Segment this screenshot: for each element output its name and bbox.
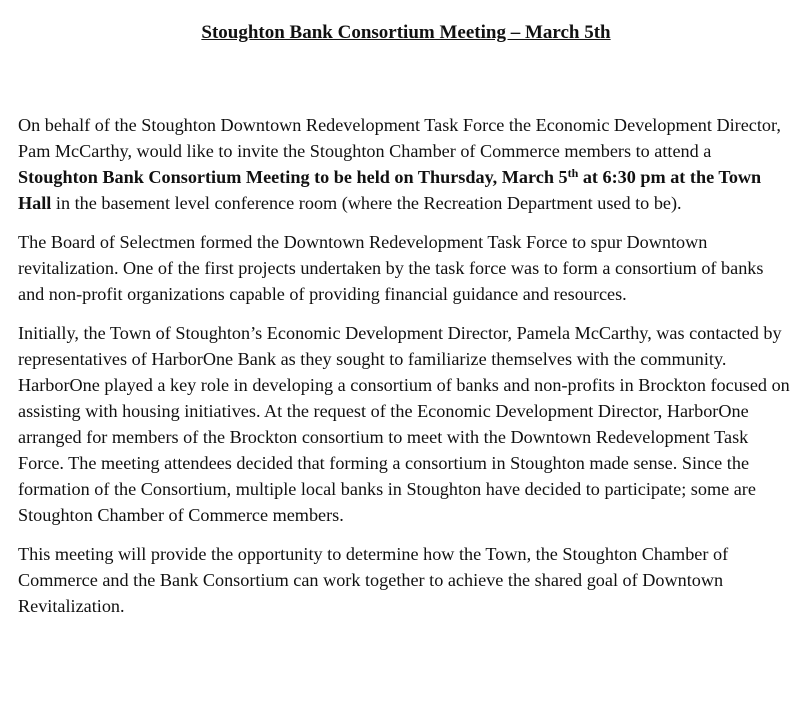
document-title: Stoughton Bank Consortium Meeting – March 5th bbox=[201, 22, 611, 43]
paragraph-invitation bbox=[18, 112, 794, 216]
invitation-intro-text: On behalf of the Stoughton Downtown Redevelopment Task Force the Economic Development Director, Pam McCarthy, would like to invite the Stoughton Chamber of Commerce members to attend a bbox=[18, 115, 781, 161]
invitation-location-text: in the basement level conference room (where the Recreation Department used to be). bbox=[51, 193, 682, 213]
ordinal-suffix: th bbox=[567, 166, 579, 180]
paragraph-task-force: The Board of Selectmen formed the Downtown Redevelopment Task Force to spur Downtown revitalization. One of the first projects undertaken by the task force was to form a consortium of banks and non-profit organizations capable of providing financial guidance and resources. bbox=[18, 232, 764, 304]
paragraph-background: Initially, the Town of Stoughton’s Economic Development Director, Pamela McCarthy, was contacted by representatives of HarborOne Bank as they sought to familiarize themselves with the community. HarborOne played a key role in developing a consortium of banks and non-profits in Brockton focused on assisting with housing initiatives. At the request of the Economic Development Director, HarborOne arranged for members of the Brockton consortium to meet with the Downtown Redevelopment Task Force. The meeting attendees decided that forming a consortium in Stoughton made sense. Since the formation of the Consortium, multiple local banks in Stoughton have decided to participate; some are Stoughton Chamber of Commerce members. bbox=[18, 323, 790, 525]
paragraph-purpose: This meeting will provide the opportunity to determine how the Town, the Stoughton Chamber of Commerce and the Bank Consortium can work together to achieve the shared goal of Downtown Revitalization. bbox=[18, 544, 729, 616]
document-page bbox=[18, 20, 794, 632]
meeting-time-location-text: at 6:30 pm at the Town Hall bbox=[18, 167, 762, 213]
meeting-details-text: Stoughton Bank Consortium Meeting to be held on Thursday, March 5 bbox=[18, 167, 568, 187]
